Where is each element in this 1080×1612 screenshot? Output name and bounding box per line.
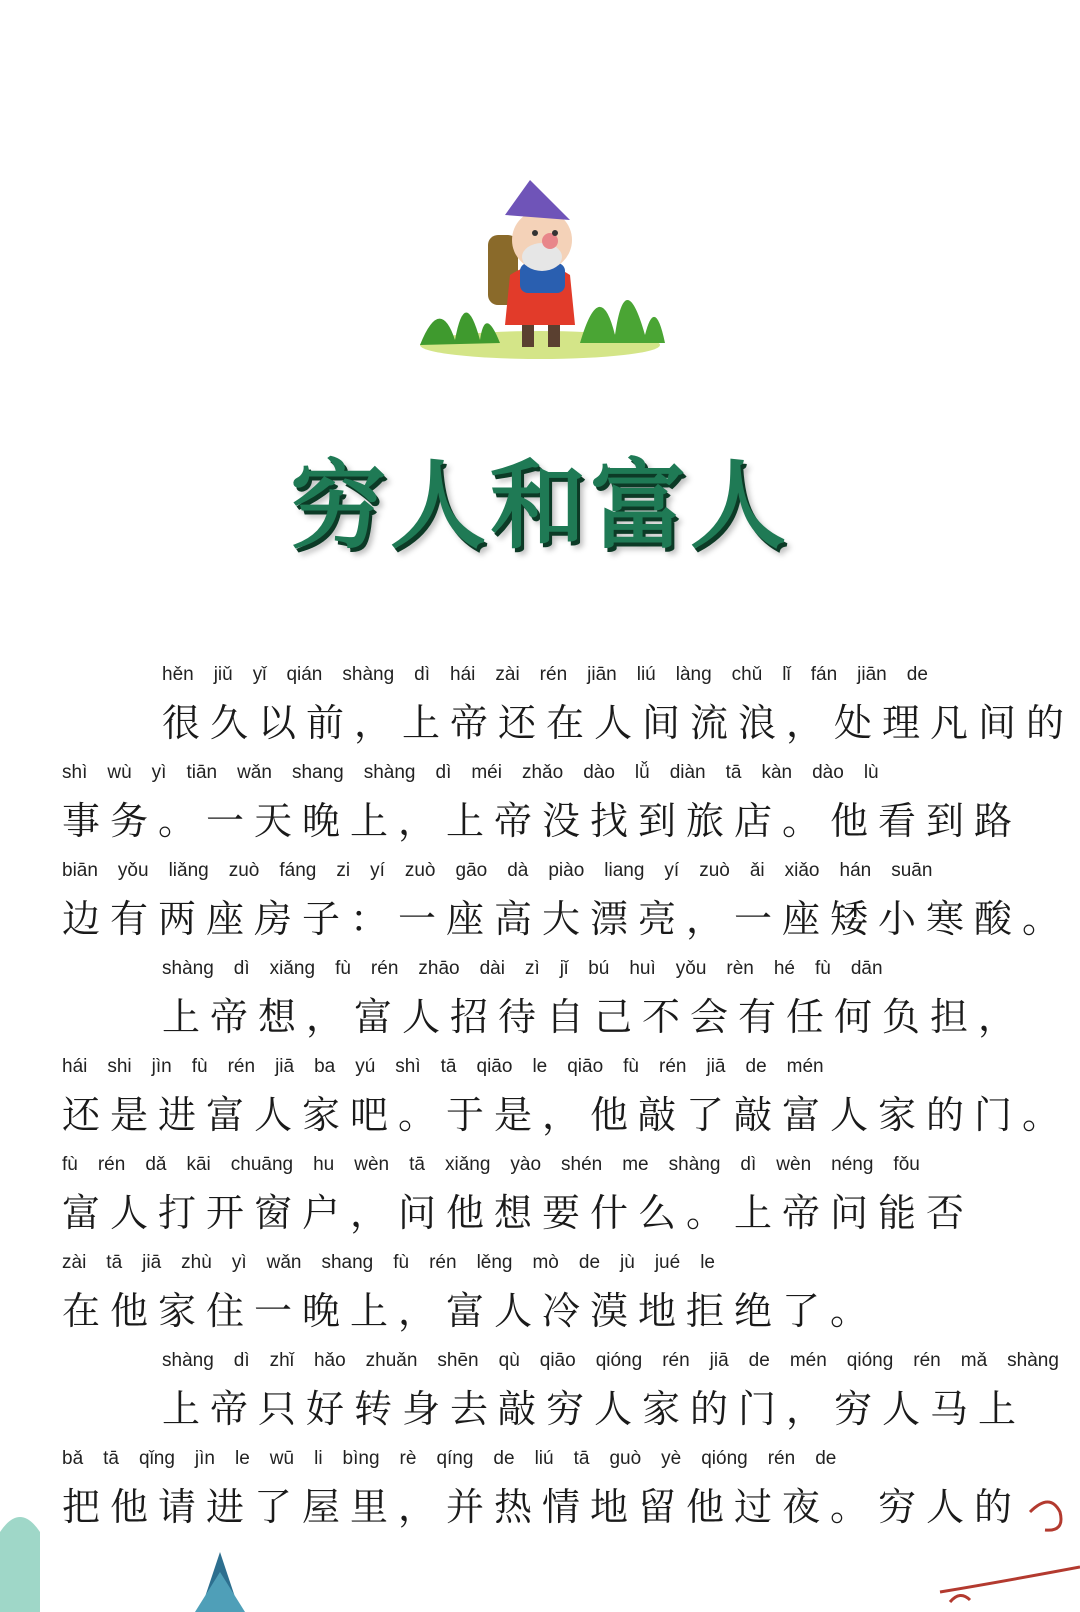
pinyin-row <box>62 1448 1022 1478</box>
story-line <box>62 1056 1071 1154</box>
hanzi-text: 事务。一天晚上，上帝没找到旅店。他看到路 <box>62 799 1023 843</box>
pinyin-syllable: zhù <box>181 1252 212 1273</box>
pinyin-syllable: hái <box>62 1056 88 1077</box>
pinyin-syllable: lù <box>863 762 879 783</box>
pinyin-syllable: dà <box>507 860 529 881</box>
pinyin-syllable: jìn <box>194 1448 215 1469</box>
pinyin-syllable: liú <box>636 664 656 685</box>
pinyin-syllable: wǎn <box>266 1252 302 1273</box>
pinyin-syllable: jǐ <box>559 958 569 979</box>
pinyin-syllable: wù <box>107 762 132 783</box>
pinyin-syllable: zhāo <box>418 958 460 979</box>
pinyin-syllable: dào <box>583 762 615 783</box>
pinyin-syllable: jué <box>654 1252 681 1273</box>
pinyin-syllable: jù <box>620 1252 635 1273</box>
pinyin-syllable: qiāo <box>539 1350 576 1371</box>
pinyin-syllable: fán <box>810 664 838 685</box>
pinyin-syllable: yǒu <box>675 958 707 979</box>
pinyin-syllable: zài <box>495 664 520 685</box>
pinyin-syllable: wū <box>269 1448 295 1469</box>
pinyin-syllable: me <box>622 1154 649 1175</box>
pinyin-syllable: tā <box>440 1056 457 1077</box>
pinyin-syllable: tā <box>725 762 742 783</box>
story-line <box>62 1154 1022 1252</box>
pinyin-syllable: shang <box>321 1252 374 1273</box>
pinyin-syllable: jiān <box>587 664 617 685</box>
pinyin-syllable: huì <box>629 958 656 979</box>
pinyin-syllable: qióng <box>595 1350 643 1371</box>
pinyin-syllable: shàng <box>363 762 416 783</box>
pinyin-syllable: rén <box>97 1154 126 1175</box>
swirl-decoration <box>880 1472 1080 1612</box>
pinyin-syllable: yí <box>370 860 385 881</box>
pinyin-syllable: qián <box>286 664 323 685</box>
pinyin-syllable: hái <box>450 664 476 685</box>
pinyin-syllable: zài <box>62 1252 87 1273</box>
pinyin-syllable: dì <box>740 1154 757 1175</box>
pinyin-syllable: bìng <box>342 1448 380 1469</box>
pinyin-row <box>62 860 1022 890</box>
pinyin-syllable: tā <box>409 1154 425 1175</box>
pinyin-syllable: mǎ <box>960 1350 988 1371</box>
pinyin-syllable: dì <box>414 664 431 685</box>
pinyin-syllable: yú <box>355 1056 376 1077</box>
pinyin-syllable: de <box>745 1056 767 1077</box>
pinyin-syllable: yì <box>151 762 167 783</box>
pinyin-row <box>62 1056 1022 1086</box>
pinyin-syllable: fù <box>62 1154 78 1175</box>
pinyin-syllable: xiǎng <box>269 958 316 979</box>
pinyin-syllable: bú <box>588 958 610 979</box>
story-line <box>62 1350 1059 1448</box>
pinyin-syllable: tā <box>103 1448 119 1469</box>
pinyin-syllable: qíng <box>436 1448 474 1469</box>
pinyin-syllable: jiā <box>709 1350 729 1371</box>
pinyin-syllable: rén <box>370 958 399 979</box>
pinyin-syllable: kàn <box>761 762 793 783</box>
pinyin-syllable: jiā <box>275 1056 295 1077</box>
pinyin-syllable: zhuǎn <box>365 1350 418 1371</box>
pinyin-syllable: hé <box>773 958 795 979</box>
pinyin-syllable: li <box>314 1448 323 1469</box>
pinyin-syllable: gāo <box>455 860 488 881</box>
pinyin-syllable: rén <box>539 664 568 685</box>
pinyin-syllable: de <box>493 1448 515 1469</box>
pinyin-syllable: de <box>906 664 928 685</box>
pinyin-syllable: bǎ <box>62 1448 84 1469</box>
pinyin-syllable: hǎo <box>313 1350 346 1371</box>
pinyin-syllable: biān <box>62 860 98 881</box>
pinyin-syllable: ǎi <box>749 860 765 881</box>
pinyin-syllable: xiǎng <box>444 1154 491 1175</box>
hanzi-text: 上帝只好转身去敲穷人家的门，穷人马上 <box>162 1387 1027 1431</box>
pinyin-syllable: shàng <box>162 1350 214 1371</box>
pinyin-syllable: shén <box>561 1154 603 1175</box>
story-line <box>62 958 1027 1056</box>
pinyin-syllable: zì <box>524 958 540 979</box>
story-line <box>62 860 1071 958</box>
pinyin-syllable: rén <box>913 1350 941 1371</box>
pinyin-row <box>162 958 1022 988</box>
pinyin-syllable: rén <box>227 1056 256 1077</box>
hanzi-text: 边有两座房子：一座高大漂亮，一座矮小寒酸。 <box>62 897 1071 941</box>
pinyin-syllable: wèn <box>776 1154 812 1175</box>
pinyin-syllable: piào <box>548 860 585 881</box>
pinyin-syllable: tiān <box>186 762 218 783</box>
pinyin-syllable: lǐ <box>782 664 791 685</box>
pinyin-syllable: de <box>578 1252 601 1273</box>
pinyin-syllable: liú <box>534 1448 554 1469</box>
pinyin-syllable: kāi <box>186 1154 211 1175</box>
pinyin-syllable: dǎ <box>145 1154 167 1175</box>
pinyin-syllable: ba <box>314 1056 336 1077</box>
hanzi-text: 富人打开窗户，问他想要什么。上帝问能否 <box>62 1191 975 1235</box>
pinyin-syllable: diàn <box>669 762 706 783</box>
pinyin-syllable: qù <box>498 1350 520 1371</box>
pinyin-syllable: mén <box>789 1350 827 1371</box>
pinyin-syllable: jiā <box>706 1056 726 1077</box>
pinyin-syllable: jiān <box>857 664 887 685</box>
hanzi-text: 把他请进了屋里，并热情地留他过夜。穷人的 <box>62 1485 1023 1529</box>
pinyin-syllable: qǐng <box>139 1448 175 1469</box>
pinyin-syllable: dài <box>479 958 505 979</box>
pinyin-row <box>62 762 1022 792</box>
pinyin-syllable: lěng <box>476 1252 513 1273</box>
pinyin-syllable: zi <box>336 860 351 881</box>
pinyin-syllable: fǒu <box>893 1154 920 1175</box>
pinyin-syllable: qióng <box>701 1448 748 1469</box>
hanzi-text: 上帝想，富人招待自己不会有任何负担， <box>162 995 1027 1039</box>
pinyin-syllable: zhǐ <box>269 1350 294 1371</box>
story-line <box>62 762 1022 860</box>
pinyin-syllable: lǚ <box>634 762 650 783</box>
pinyin-syllable: de <box>815 1448 837 1469</box>
pinyin-syllable: yǒu <box>117 860 149 881</box>
pinyin-syllable: hěn <box>162 664 194 685</box>
pinyin-row <box>62 1154 1022 1184</box>
pinyin-syllable: qiāo <box>567 1056 604 1077</box>
pinyin-syllable: jiǔ <box>213 664 233 685</box>
pinyin-syllable: zhǎo <box>521 762 564 783</box>
pinyin-syllable: le <box>532 1056 548 1077</box>
story-line <box>62 664 1075 762</box>
story-title: 穷人和富人 <box>290 449 790 562</box>
pinyin-syllable: le <box>235 1448 250 1469</box>
pinyin-syllable: fù <box>335 958 351 979</box>
pinyin-syllable: liang <box>604 860 645 881</box>
pinyin-syllable: shang <box>291 762 344 783</box>
pinyin-syllable: wèn <box>354 1154 390 1175</box>
pinyin-syllable: liǎng <box>168 860 209 881</box>
pinyin-syllable: fù <box>623 1056 640 1077</box>
pinyin-syllable: dān <box>850 958 883 979</box>
pinyin-syllable: fù <box>393 1252 410 1273</box>
pinyin-syllable: zuò <box>699 860 730 881</box>
pinyin-syllable: fáng <box>279 860 317 881</box>
pinyin-syllable: zuò <box>404 860 436 881</box>
pinyin-row <box>162 664 1022 694</box>
pinyin-syllable: rèn <box>726 958 754 979</box>
pinyin-syllable: làng <box>675 664 712 685</box>
pinyin-syllable: yè <box>661 1448 682 1469</box>
pinyin-syllable: jiā <box>142 1252 162 1273</box>
pinyin-syllable: mén <box>786 1056 824 1077</box>
pinyin-syllable: rén <box>659 1056 687 1077</box>
pinyin-syllable: chuāng <box>230 1154 294 1175</box>
pinyin-syllable: néng <box>831 1154 874 1175</box>
pinyin-syllable: shàng <box>342 664 395 685</box>
pinyin-syllable: chǔ <box>731 664 763 685</box>
pinyin-syllable: tā <box>106 1252 123 1273</box>
pinyin-syllable: dì <box>233 958 250 979</box>
story-line <box>62 1252 1022 1350</box>
pinyin-syllable: méi <box>471 762 502 783</box>
pinyin-syllable: shàng <box>1007 1350 1059 1371</box>
pinyin-syllable: xiǎo <box>784 860 820 881</box>
pinyin-syllable: le <box>700 1252 715 1273</box>
pinyin-syllable: shì <box>395 1056 421 1077</box>
pinyin-syllable: jìn <box>151 1056 172 1077</box>
pinyin-syllable: dì <box>435 762 452 783</box>
pinyin-syllable: zuò <box>228 860 260 881</box>
pinyin-syllable: dì <box>233 1350 250 1371</box>
pinyin-syllable: rè <box>399 1448 417 1469</box>
pinyin-syllable: hu <box>313 1154 335 1175</box>
pinyin-syllable: yì <box>231 1252 247 1273</box>
hanzi-text: 很久以前，上帝还在人间流浪，处理凡间的 <box>162 701 1075 745</box>
pinyin-syllable: yào <box>510 1154 542 1175</box>
pinyin-syllable: wǎn <box>237 762 272 783</box>
pinyin-syllable: tā <box>573 1448 590 1469</box>
pinyin-syllable: yǐ <box>252 664 267 685</box>
hanzi-text: 还是进富人家吧。于是，他敲了敲富人家的门。 <box>62 1093 1071 1137</box>
pinyin-syllable: shàng <box>668 1154 721 1175</box>
pinyin-row <box>162 1350 1059 1380</box>
pinyin-syllable: yí <box>664 860 680 881</box>
pinyin-syllable: fù <box>191 1056 208 1077</box>
pinyin-syllable: shēn <box>437 1350 479 1371</box>
pinyin-syllable: rén <box>767 1448 796 1469</box>
story-text <box>62 664 1075 1546</box>
pinyin-syllable: fù <box>815 958 831 979</box>
hanzi-text: 在他家住一晚上，富人冷漠地拒绝了。 <box>62 1289 879 1333</box>
pinyin-syllable: shi <box>107 1056 132 1077</box>
pinyin-syllable: qiāo <box>476 1056 513 1077</box>
pinyin-syllable: mò <box>532 1252 559 1273</box>
pinyin-row <box>62 1252 1022 1282</box>
pinyin-syllable: rén <box>662 1350 690 1371</box>
pinyin-syllable: guò <box>609 1448 642 1469</box>
pinyin-syllable: rén <box>429 1252 457 1273</box>
pinyin-syllable: de <box>748 1350 770 1371</box>
pinyin-syllable: dào <box>812 762 844 783</box>
pinyin-syllable: qióng <box>846 1350 894 1371</box>
pinyin-syllable: suān <box>891 860 933 881</box>
pinyin-syllable: hán <box>839 860 872 881</box>
pinyin-syllable: shì <box>62 762 88 783</box>
castle-decoration <box>0 1492 260 1612</box>
pinyin-syllable: shàng <box>162 958 214 979</box>
wanderer-illustration <box>410 175 670 365</box>
